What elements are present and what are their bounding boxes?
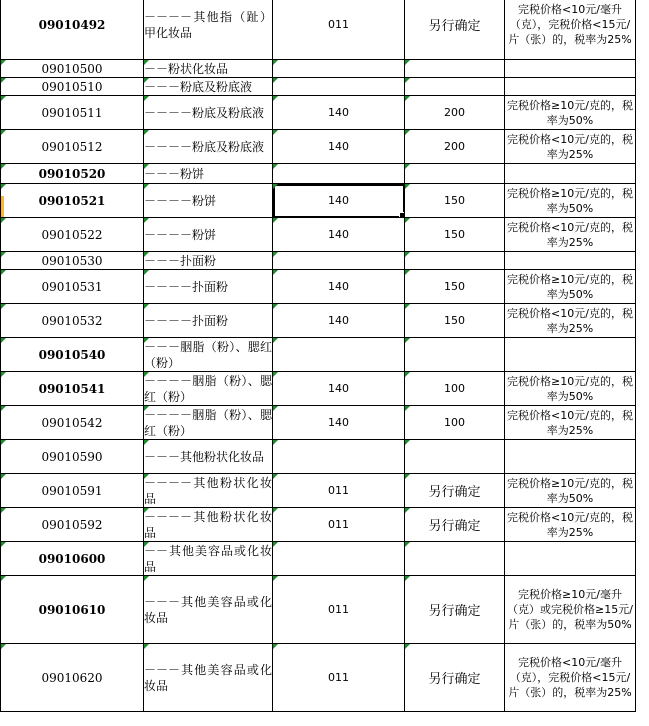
tax-code-cell[interactable]: 09010531: [1, 270, 144, 304]
cell-marker-icon: [1, 440, 6, 445]
cell-marker-icon: [144, 508, 149, 513]
cell-marker-icon: [1, 644, 6, 649]
item-name-cell[interactable]: －－－－粉底及粉底液: [144, 96, 273, 130]
cell-marker-icon: [144, 270, 149, 275]
item-name-cell[interactable]: －－－－粉底及粉底液: [144, 130, 273, 164]
tax-code-cell[interactable]: 09010541: [1, 372, 144, 406]
cell-marker-icon: [405, 78, 410, 83]
cell-marker-icon: [144, 252, 149, 257]
tax-note-cell[interactable]: [505, 252, 636, 270]
tax-note-cell[interactable]: [505, 164, 636, 184]
cell-marker-icon: [144, 542, 149, 547]
tax-note-cell[interactable]: 完税价格≥10元/克的，税率为50%: [505, 372, 636, 406]
cell-marker-icon: [273, 96, 278, 101]
table-row: [1, 406, 636, 440]
cell-marker-icon: [273, 644, 278, 649]
tax-note-cell[interactable]: 完税价格≥10元/毫升（克）或完税价格≥15元/片（张）的，税率为50%: [505, 576, 636, 644]
selected-cell[interactable]: 140: [273, 184, 405, 218]
cell-marker-icon: [273, 304, 278, 309]
tax-note-cell[interactable]: 完税价格<10元/克的，税率为25%: [505, 508, 636, 542]
table-row: [1, 96, 636, 130]
class-code-cell[interactable]: 011: [273, 644, 405, 712]
item-name-cell[interactable]: －－－其他美容品或化妆品: [144, 576, 273, 644]
table-row: [1, 184, 636, 218]
item-name-cell[interactable]: －－－－胭脂（粉）、腮红（粉）: [144, 407, 272, 438]
cell-marker-icon: [1, 406, 6, 411]
cell-marker-icon: [273, 338, 278, 343]
cell-marker-icon: [405, 474, 410, 479]
cell-marker-icon: [144, 304, 149, 309]
table-row: [1, 252, 636, 270]
class-code-cell[interactable]: [273, 252, 405, 270]
cell-marker-icon: [405, 130, 410, 135]
cell-marker-icon: [273, 78, 278, 83]
cell-marker-icon: [144, 96, 149, 101]
tax-note-cell[interactable]: [505, 542, 636, 576]
class-code-cell[interactable]: [273, 164, 405, 184]
cell-marker-icon: [1, 542, 6, 547]
cell-marker-icon: [1, 252, 6, 257]
cell-marker-icon: [144, 184, 149, 189]
class-code-cell[interactable]: [273, 338, 405, 372]
table-row: [1, 542, 636, 576]
table-row: [1, 508, 636, 542]
unit-value-cell[interactable]: 200: [405, 96, 505, 130]
tax-code-cell[interactable]: 09010620: [1, 644, 144, 712]
item-name-cell[interactable]: －－－扑面粉: [144, 252, 273, 270]
cell-marker-icon: [1, 60, 6, 65]
cell-marker-icon: [273, 130, 278, 135]
item-name-cell[interactable]: －－－粉饼: [144, 164, 273, 184]
item-name-cell[interactable]: －－－－其他粉状化妆品: [144, 509, 272, 540]
class-code-cell[interactable]: [273, 60, 405, 78]
cell-marker-icon: [144, 338, 149, 343]
item-name-cell[interactable]: －－－－其他粉状化妆品: [144, 475, 272, 506]
tax-note-cell[interactable]: 完税价格<10元/克的，税率为25%: [505, 406, 636, 440]
tax-note-cell[interactable]: [505, 440, 636, 474]
cell-marker-icon: [144, 474, 149, 479]
class-code-cell[interactable]: [273, 542, 405, 576]
table-row: [1, 338, 636, 372]
item-name-cell[interactable]: －－－－扑面粉: [144, 304, 273, 338]
tax-code-cell[interactable]: 09010591: [1, 474, 144, 508]
cell-marker-icon: [273, 542, 278, 547]
unit-value-cell[interactable]: [405, 78, 505, 96]
cell-marker-icon: [144, 218, 149, 223]
cell-marker-icon: [273, 184, 278, 189]
unit-value-cell[interactable]: [405, 252, 505, 270]
cell-marker-icon: [273, 474, 278, 479]
cell-marker-icon: [144, 576, 149, 581]
cell-marker-icon: [405, 542, 410, 547]
cell-marker-icon: [405, 164, 410, 169]
cell-marker-icon: [273, 576, 278, 581]
tax-code-cell[interactable]: 09010540: [1, 338, 144, 372]
item-name-cell[interactable]: －－－粉底及粉底液: [144, 78, 273, 96]
tax-code-cell[interactable]: 09010600: [1, 542, 144, 576]
tax-note-cell[interactable]: 完税价格≥10元/克的，税率为50%: [505, 96, 636, 130]
unit-value-cell[interactable]: 200: [405, 130, 505, 164]
tax-code-cell[interactable]: 09010610: [1, 576, 144, 644]
unit-value-cell[interactable]: [405, 60, 505, 78]
unit-value-cell[interactable]: 100: [405, 372, 505, 406]
class-code-cell[interactable]: 140: [273, 130, 405, 164]
class-code-cell[interactable]: 011: [273, 576, 405, 644]
class-code-cell[interactable]: 011: [273, 508, 405, 542]
tax-note-cell[interactable]: 完税价格≥10元/克的，税率为50%: [505, 270, 636, 304]
tax-note-cell[interactable]: 完税价格≥10元/克的，税率为50%: [505, 184, 636, 218]
unit-value-cell[interactable]: 150: [405, 218, 505, 252]
cell-marker-icon: [273, 270, 278, 275]
cell-marker-icon: [1, 576, 6, 581]
cell-marker-icon: [1, 338, 6, 343]
unit-value-cell[interactable]: [405, 338, 505, 372]
unit-value-cell[interactable]: 150: [405, 304, 505, 338]
tax-note-cell[interactable]: [505, 338, 636, 372]
unit-value-cell[interactable]: 150: [405, 270, 505, 304]
unit-value-cell[interactable]: 另行确定: [405, 508, 505, 542]
item-name-cell[interactable]: －－－其他美容品或化妆品: [144, 644, 273, 712]
cell-marker-icon: [1, 218, 6, 223]
cell-marker-icon: [144, 406, 149, 411]
table-body: [1, 0, 636, 712]
cell-marker-icon: [405, 440, 410, 445]
cell-marker-icon: [273, 218, 278, 223]
cell-marker-icon: [1, 184, 6, 189]
tax-code-cell[interactable]: 09010510: [1, 78, 144, 96]
item-name-cell[interactable]: －－－胭脂（粉）、腮红（粉）: [144, 339, 272, 370]
class-code-cell[interactable]: 140: [273, 218, 405, 252]
table-row: [1, 0, 636, 60]
cell-marker-icon: [405, 252, 410, 257]
tax-code-cell[interactable]: 09010500: [1, 60, 144, 78]
item-name-cell[interactable]: －－－－其他指（趾）甲化妆品: [144, 0, 273, 60]
table-row: [1, 218, 636, 252]
cell-marker-icon: [405, 576, 410, 581]
cell-marker-icon: [405, 184, 410, 189]
table-row: [1, 474, 636, 508]
tax-note-cell[interactable]: 完税价格<10元/克的，税率为25%: [505, 130, 636, 164]
table-row: [1, 130, 636, 164]
unit-value-cell[interactable]: 另行确定: [405, 644, 505, 712]
cell-marker-icon: [144, 78, 149, 83]
table-row: [1, 304, 636, 338]
tax-note-cell[interactable]: 完税价格<10元/毫升（克），完税价格<15元/片（张）的，税率为25%: [505, 644, 636, 712]
tax-code-cell[interactable]: 09010530: [1, 252, 144, 270]
unit-value-cell[interactable]: [405, 542, 505, 576]
class-code-cell[interactable]: 140: [273, 406, 405, 440]
cell-marker-icon: [273, 164, 278, 169]
tax-code-cell[interactable]: 09010532: [1, 304, 144, 338]
cell-marker-icon: [273, 440, 278, 445]
table-row: [1, 60, 636, 78]
tax-code-cell[interactable]: 09010511: [1, 96, 144, 130]
class-code-cell[interactable]: [273, 78, 405, 96]
table-row: [1, 164, 636, 184]
cell-marker-icon: [144, 130, 149, 135]
unit-value-cell[interactable]: 150: [405, 184, 505, 218]
cell-marker-icon: [144, 60, 149, 65]
table-row: [1, 372, 636, 406]
cell-marker-icon: [273, 60, 278, 65]
cell-marker-icon: [405, 218, 410, 223]
unit-value-cell[interactable]: 另行确定: [405, 0, 505, 60]
tax-note-cell[interactable]: 完税价格<10元/克的，税率为25%: [505, 304, 636, 338]
tax-note-cell[interactable]: 完税价格<10元/克的，税率为25%: [505, 218, 636, 252]
cell-marker-icon: [1, 96, 6, 101]
cell-marker-icon: [1, 78, 6, 83]
class-code-cell[interactable]: 140: [273, 270, 405, 304]
cell-marker-icon: [405, 270, 410, 275]
table-row: [1, 270, 636, 304]
cell-marker-icon: [1, 270, 6, 275]
cell-marker-icon: [273, 508, 278, 513]
cell-marker-icon: [1, 164, 6, 169]
cell-marker-icon: [1, 130, 6, 135]
cell-marker-icon: [405, 304, 410, 309]
item-name-cell[interactable]: －－－－粉饼: [144, 218, 273, 252]
cell-marker-icon: [405, 644, 410, 649]
tax-note-cell[interactable]: 完税价格<10元/毫升（克），完税价格<15元/片（张）的，税率为25%: [505, 0, 636, 60]
cell-marker-icon: [1, 304, 6, 309]
cell-marker-icon: [144, 372, 149, 377]
unit-value-cell[interactable]: 另行确定: [405, 576, 505, 644]
tax-code-cell[interactable]: 09010542: [1, 406, 144, 440]
cell-marker-icon: [405, 372, 410, 377]
table-row: [1, 78, 636, 96]
unit-value-cell[interactable]: 100: [405, 406, 505, 440]
unit-value-cell[interactable]: [405, 164, 505, 184]
table-row: [1, 644, 636, 712]
unit-value-cell[interactable]: [405, 440, 505, 474]
cell-marker-icon: [144, 164, 149, 169]
tax-code-cell[interactable]: 09010522: [1, 218, 144, 252]
cell-marker-icon: [144, 644, 149, 649]
cell-marker-icon: [273, 406, 278, 411]
item-name-cell[interactable]: －－粉状化妆品: [144, 60, 273, 78]
tax-note-cell[interactable]: [505, 78, 636, 96]
tax-code-cell[interactable]: 09010590: [1, 440, 144, 474]
cell-marker-icon: [405, 60, 410, 65]
table-row: [1, 440, 636, 474]
tax-code-cell[interactable]: 09010521: [1, 184, 144, 218]
item-name-cell[interactable]: －－其他美容品或化妆品: [144, 543, 272, 574]
item-name-cell[interactable]: －－－其他粉状化妆品: [144, 440, 273, 474]
class-code-cell[interactable]: 011: [273, 474, 405, 508]
cell-marker-icon: [405, 96, 410, 101]
cell-marker-icon: [1, 372, 6, 377]
tax-note-cell[interactable]: [505, 60, 636, 78]
class-code-cell[interactable]: 140: [273, 304, 405, 338]
cell-marker-icon: [1, 508, 6, 513]
cell-marker-icon: [144, 440, 149, 445]
class-code-cell[interactable]: 140: [273, 372, 405, 406]
cell-marker-icon: [405, 508, 410, 513]
tax-code-cell[interactable]: 09010512: [1, 130, 144, 164]
item-name-cell[interactable]: －－－－胭脂（粉）、腮红（粉）: [144, 373, 272, 404]
cell-marker-icon: [273, 372, 278, 377]
tax-code-cell[interactable]: 09010592: [1, 508, 144, 542]
tax-note-cell[interactable]: 完税价格≥10元/克的，税率为50%: [505, 474, 636, 508]
cell-marker-icon: [273, 252, 278, 257]
cell-marker-icon: [405, 338, 410, 343]
class-code-cell[interactable]: 140: [273, 96, 405, 130]
class-code-cell[interactable]: 011: [273, 0, 405, 60]
cell-marker-icon: [1, 474, 6, 479]
item-name-cell[interactable]: －－－－扑面粉: [144, 270, 273, 304]
unit-value-cell[interactable]: 另行确定: [405, 474, 505, 508]
tax-code-cell[interactable]: 09010492: [1, 0, 144, 60]
cell-marker-icon: [405, 406, 410, 411]
tax-code-cell[interactable]: 09010520: [1, 164, 144, 184]
table-row: [1, 576, 636, 644]
item-name-cell[interactable]: －－－－粉饼: [144, 184, 273, 218]
class-code-cell[interactable]: [273, 440, 405, 474]
